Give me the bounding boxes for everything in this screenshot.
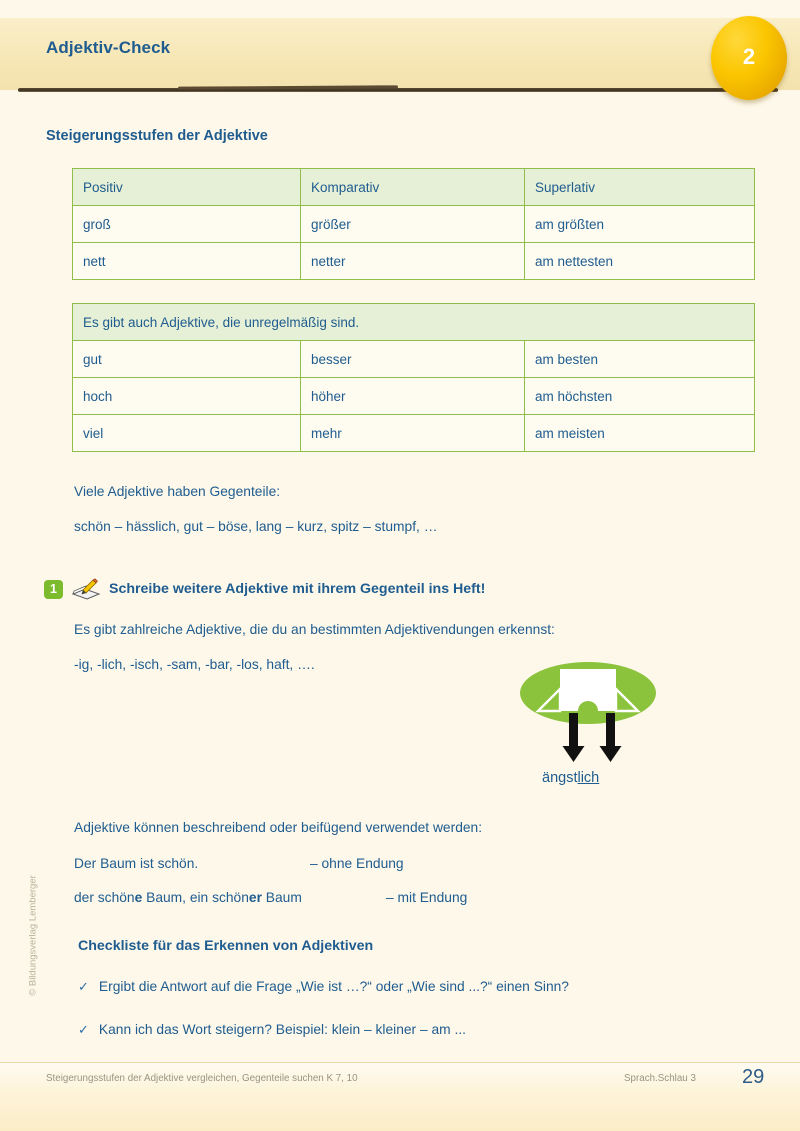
word-suffix: lich <box>577 770 600 786</box>
page-number: 29 <box>742 1066 765 1088</box>
endungen-list-text: -ig, -lich, -isch, -sam, -bar, -los, haft, …. <box>74 657 315 672</box>
cell-positiv: viel <box>73 415 301 452</box>
usage-text-part: Baum, ein schön <box>142 890 249 905</box>
chapter-number-badge <box>711 16 787 100</box>
section-heading: Steigerungsstufen der Adjektive <box>46 128 268 144</box>
footer-divider-rule <box>0 1062 800 1063</box>
table-row <box>73 378 755 415</box>
usage-example-sentence <box>74 890 386 905</box>
cell-komparativ: besser <box>301 341 525 378</box>
table-caption-row <box>73 304 755 341</box>
pencil-notebook-icon <box>71 578 101 600</box>
cell-positiv: hoch <box>73 378 301 415</box>
table-row <box>73 206 755 243</box>
checkmark-icon: ✓ <box>78 979 89 994</box>
usage-text-part-bold: er <box>248 890 262 905</box>
footer-series-name: Sprach.Schlau 3 <box>624 1073 696 1084</box>
exercise-number-badge: 1 <box>44 580 63 599</box>
cell-superlativ: am besten <box>525 341 755 378</box>
column-header-positiv: Positiv <box>73 169 301 206</box>
usage-example-sentence: Der Baum ist schön. <box>74 856 199 871</box>
cell-komparativ: netter <box>301 243 525 280</box>
usage-text-part: Baum <box>261 890 302 905</box>
down-arrow-icon <box>600 713 622 762</box>
column-header-komparativ: Komparativ <box>301 169 525 206</box>
column-header-superlativ: Superlativ <box>525 169 755 206</box>
footer-topic-text: Steigerungsstufen der Adjektive vergleichen, Gegenteile suchen K 7, 10 <box>46 1073 358 1084</box>
verwendung-intro-text: Adjektive können beschreibend oder beifügend verwendet werden: <box>74 820 483 835</box>
cell-superlativ: am größten <box>525 206 755 243</box>
header-divider-rule <box>18 88 778 92</box>
table-header-row <box>73 169 755 206</box>
checklist-item <box>78 1022 466 1038</box>
cell-superlativ: am meisten <box>525 415 755 452</box>
illustration-caption <box>542 770 599 786</box>
down-arrow-icon <box>563 713 585 762</box>
checklist-item <box>78 979 569 995</box>
table-row <box>73 341 755 378</box>
gegenteile-intro-text: Viele Adjektive haben Gegenteile: <box>74 484 281 499</box>
chapter-number-label: 2 <box>742 44 756 69</box>
cell-superlativ: am nettesten <box>525 243 755 280</box>
gegenteile-examples-text: schön – hässlich, gut – böse, lang – kurz, spitz – stumpf, … <box>74 519 438 534</box>
exercise-instruction: Schreibe weitere Adjektive mit ihrem Gegenteil ins Heft! <box>109 581 486 597</box>
adjektivendung-illustration <box>508 658 678 798</box>
cell-komparativ: höher <box>301 378 525 415</box>
usage-example-row <box>74 856 404 871</box>
checklist-item-text: Ergibt die Antwort auf die Frage „Wie ist …?“ oder „Wie sind ...?“ einen Sinn? <box>98 979 569 994</box>
checklist-title: Checkliste für das Erkennen von Adjektiven <box>78 938 374 954</box>
usage-example-row <box>74 890 467 905</box>
cell-komparativ: mehr <box>301 415 525 452</box>
cell-positiv: gut <box>73 341 301 378</box>
table-unregelmaessige-adjektive <box>72 303 755 452</box>
usage-example-note: – ohne Endung <box>310 856 404 871</box>
copyright-notice: © Bildungsverlag Lemberger <box>27 875 39 996</box>
endungen-intro-text: Es gibt zahlreiche Adjektive, die du an bestimmten Adjektivendungen erkennst: <box>74 622 555 637</box>
exercise-1 <box>44 578 485 600</box>
checkmark-icon: ✓ <box>78 1022 89 1037</box>
table-caption: Es gibt auch Adjektive, die unregelmäßig sind. <box>73 304 755 341</box>
checklist-item-text: Kann ich das Wort steigern? Beispiel: klein – kleiner – am ... <box>98 1022 466 1037</box>
cell-positiv: groß <box>73 206 301 243</box>
page-title: Adjektiv-Check <box>46 38 171 57</box>
word-stem: ängst <box>542 770 578 786</box>
usage-example-note: – mit Endung <box>386 890 468 905</box>
table-row <box>73 243 755 280</box>
table-row <box>73 415 755 452</box>
cell-positiv: nett <box>73 243 301 280</box>
table-steigerungsstufen <box>72 168 755 280</box>
usage-text-part: der schön <box>74 890 135 905</box>
goal-shape-icon <box>538 669 638 711</box>
cell-komparativ: größer <box>301 206 525 243</box>
cell-superlativ: am höchsten <box>525 378 755 415</box>
usage-text-part-bold: e <box>134 890 143 905</box>
